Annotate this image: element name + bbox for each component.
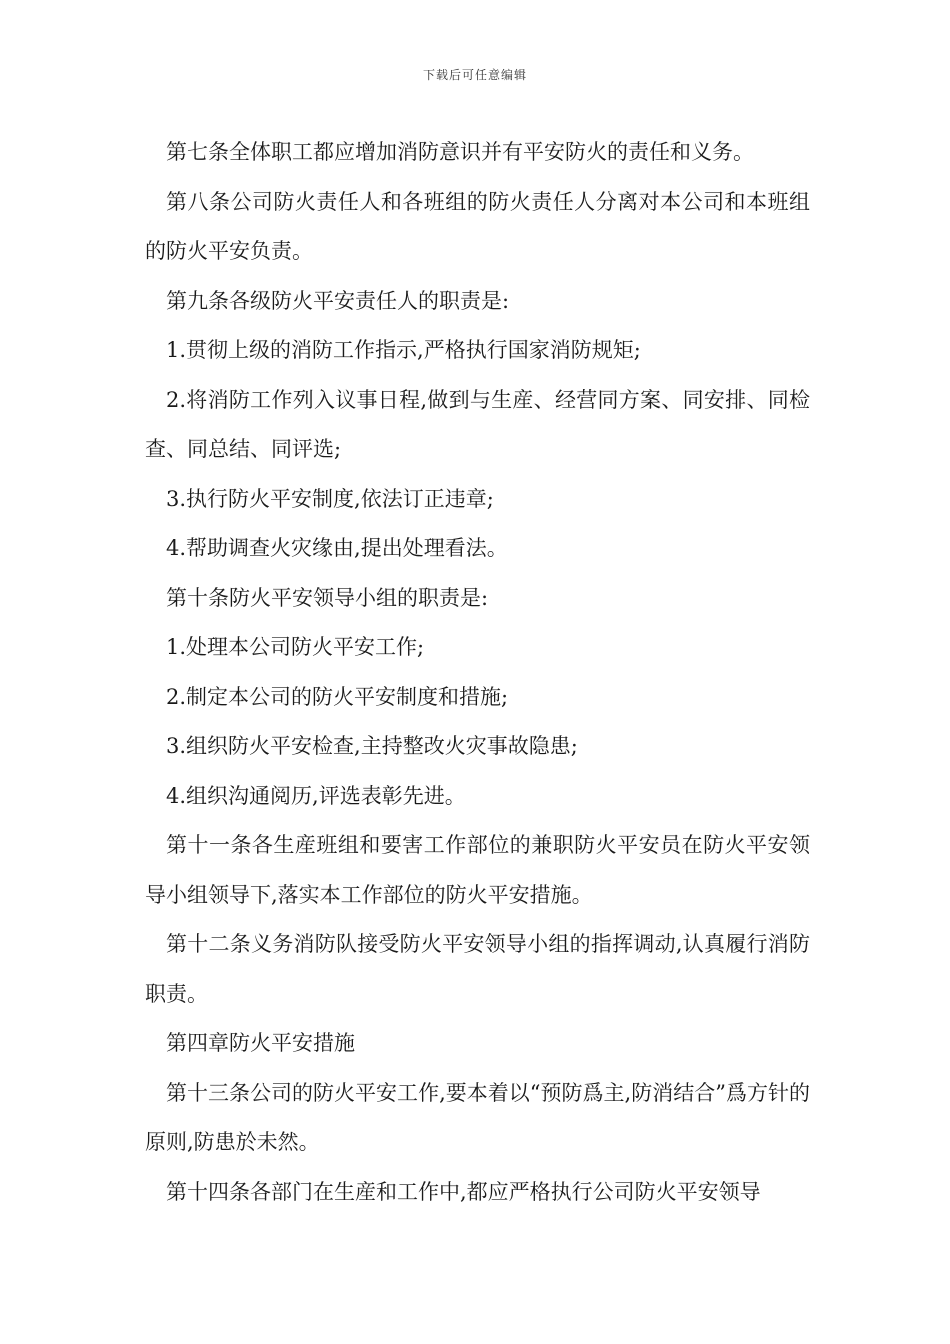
page-header: 下载后可任意编辑	[422, 68, 527, 82]
chapter-heading: 第四章防火平安措施	[166, 1031, 355, 1055]
list-item: 3.执行防火平安制度,依法订正违章;	[166, 486, 494, 511]
list-item: 1.处理本公司防火平安工作;	[166, 635, 425, 659]
paragraph-article-8: 第八条公司防火责任人和各班组的防火责任人分离对本公司和本班组的防火平安负责。	[145, 189, 810, 263]
list-item: 3.组织防火平安检查,主持整改火灾事故隐患;	[166, 734, 578, 758]
document-body	[145, 128, 810, 1217]
paragraph-article-10: 第十条防火平安领导小组的职责是:	[166, 585, 489, 610]
list-item: 4.组织沟通阅历,评选表彰先进。	[166, 783, 466, 808]
paragraph-article-12: 第十二条义务消防队接受防火平安领导小组的指挥调动,认真履行消防职责。	[145, 932, 810, 1006]
list-item: 4.帮助调查火灾缘由,提出处理看法。	[166, 536, 508, 560]
paragraph-article-7: 第七条全体职工都应增加消防意识并有平安防火的责任和义务。	[166, 140, 754, 164]
list-item: 2.制定本公司的防火平安制度和措施;	[166, 684, 509, 709]
paragraph-article-14: 第十四条各部门在生産和工作中,都应严格执行公司防火平安领导	[166, 1179, 761, 1204]
list-item: 2.将消防工作列入议事日程,做到与生産、经营同方案、同安排、同检查、同总结、同评选;	[145, 387, 810, 461]
paragraph-article-11: 第十一条各生産班组和要害工作部位的兼职防火平安员在防火平安领导小组领导下,落实本工作部位的防火平安措施。	[145, 833, 810, 907]
paragraph-article-9: 第九条各级防火平安责任人的职责是:	[166, 288, 510, 313]
list-item: 1.贯彻上级的消防工作指示,严格执行国家消防规矩;	[166, 338, 641, 362]
paragraph-article-13: 第十三条公司的防火平安工作,要本着以“预防爲主,防消结合”爲方针的原则,防患於未然。	[145, 1080, 810, 1154]
